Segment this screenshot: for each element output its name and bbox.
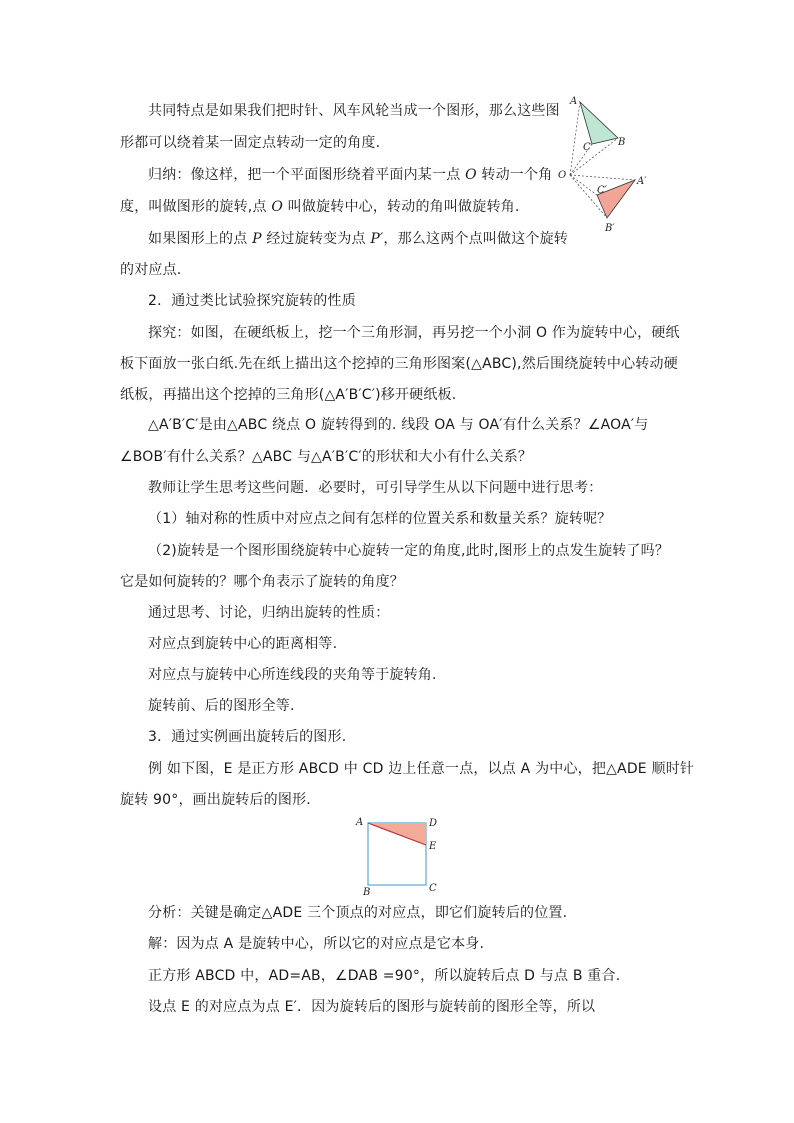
triangle-abc — [580, 102, 618, 144]
label-a: A — [356, 817, 364, 828]
para2-line2-text-a: 度，叫做图形的旋转,点 — [120, 199, 272, 215]
label-b-prime: B′ — [605, 223, 615, 234]
label-d: D — [429, 818, 438, 829]
para2-line1-text-b: 转动一个角 — [476, 167, 553, 183]
analysis-line: 分析：关键是确定△ADE 三个顶点的对应点，即它们旋转后的位置. — [148, 905, 568, 921]
solution-line2: 正方形 ABCD 中，AD=AB，∠DAB =90°，所以旋转后点 D 与点 B 重合. — [148, 968, 621, 984]
label-c-prime: C′ — [597, 185, 607, 196]
rotation-figure — [555, 90, 655, 240]
explore-line3: 纸板，再描出这个挖掉的三角形(△A′B′C′)移开硬纸板. — [120, 387, 457, 403]
label-c: C — [429, 883, 437, 894]
teacher-line: 教师让学生思考这些问题．必要时，可引导学生从以下问题中进行思考： — [148, 480, 603, 496]
para3-line2: 的对应点. — [120, 262, 182, 278]
q1-line: （1）轴对称的性质中对应点之间有怎样的位置关系和数量关系？旋转呢？ — [148, 511, 612, 527]
para3-line1 — [148, 229, 568, 249]
point-p-italic: P — [252, 231, 262, 247]
label-o: O — [558, 170, 567, 181]
example-line1: 例 如下图，E 是正方形 ABCD 中 CD 边上任意一点，以点 A 为中心，把△ADE 顺时针 — [148, 761, 695, 777]
para3-text-a: 如果图形上的点 — [148, 231, 253, 247]
para3-text-c: ，那么这两个点叫做这个旋转 — [383, 231, 568, 247]
para2-line1 — [148, 165, 552, 185]
label-a: A — [570, 96, 578, 107]
para1-line1: 共同特点是如果我们把时针、风车风轮当成一个图形，那么这些图 — [148, 103, 560, 119]
summary-property-1: 对应点到旋转中心的距离相等. — [148, 636, 338, 652]
label-c: C — [583, 142, 591, 153]
label-b: B — [618, 137, 626, 148]
explore-line2: 板下面放一张白纸.先在纸上描出这个挖掉的三角形图案(△ABC),然后围绕旋转中心转动硬 — [120, 356, 678, 372]
q2-line2: 它是如何旋转的？哪个角表示了旋转的角度？ — [120, 574, 404, 590]
label-b: B — [363, 887, 371, 898]
question-line2: ∠BOB′有什么关系？△ABC 与△A′B′C′的形状和大小有什么关系？ — [120, 449, 533, 465]
solution-line1: 解：因为点 A 是旋转中心，所以它的对应点是它本身. — [148, 936, 485, 952]
summary-property-2: 对应点与旋转中心所连线段的夹角等于旋转角. — [148, 667, 437, 683]
para1-line2: 形都可以绕着某一固定点转动一定的角度. — [120, 135, 381, 151]
point-o-italic: O — [271, 199, 283, 215]
summary-intro: 通过思考、讨论，归纳出旋转的性质： — [148, 605, 390, 621]
para2-line2-text-b: 叫做旋转中心，转动的角叫做旋转角. — [283, 199, 520, 215]
label-a-prime: A′ — [637, 176, 647, 187]
point-p-prime-italic: P′ — [370, 231, 384, 247]
section2-heading: 2．通过类比试验探究旋转的性质 — [148, 293, 356, 309]
explore-line1: 探究：如图，在硬纸板上，挖一个三角形洞，再另挖一个小洞 O 作为旋转中心，硬纸 — [148, 325, 680, 341]
original-triangle — [580, 102, 618, 144]
label-e: E — [429, 841, 437, 852]
square-figure — [350, 813, 445, 899]
point-o-italic: O — [465, 167, 477, 183]
example-line2: 旋转 90°，画出旋转后的图形. — [120, 792, 311, 808]
para3-text-b: 经过旋转变为点 — [261, 231, 371, 247]
para2-line2 — [120, 197, 520, 217]
summary-property-3: 旋转前、后的图形全等. — [148, 698, 295, 714]
section3-heading: 3．通过实例画出旋转后的图形. — [148, 729, 347, 745]
q2-line1: （2)旋转是一个图形围绕旋转中心旋转一定的角度,此时,图形上的点发生旋转了吗？ — [148, 543, 670, 559]
question-line1: △A′B′C′是由△ABC 绕点 O 旋转得到的. 线段 OA 与 OA′有什么关系？∠AOA′与 — [148, 417, 649, 433]
para2-line1-text-a: 归纳：像这样，把一个平面图形绕着平面内某一点 — [148, 167, 466, 183]
solution-line3: 设点 E 的对应点为点 E′．因为旋转后的图形与旋转前的图形全等，所以 — [148, 999, 596, 1015]
